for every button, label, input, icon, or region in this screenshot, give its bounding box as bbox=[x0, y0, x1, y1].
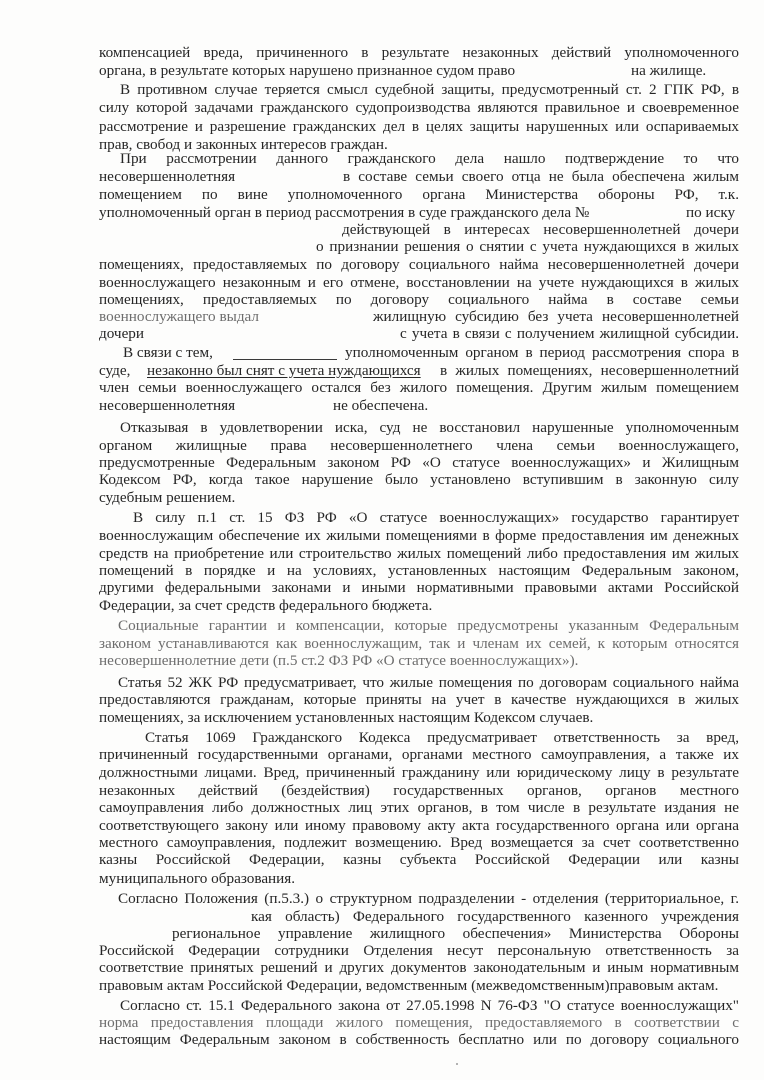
text-line: Российской Федерации сотрудники Отделения несут персональную ответственность за bbox=[99, 942, 739, 960]
text-line: член семьи военнослужащего остался без жилого помещения. Другим жилым помещением bbox=[99, 378, 739, 396]
text-line: на жилище. bbox=[631, 62, 707, 80]
text-line: Кодексом РФ, когда такое нарушение было установлено вступившим в законную силу bbox=[99, 471, 739, 489]
scan-speck bbox=[456, 1063, 458, 1065]
text-line: помещений в порядке и на условиях, установленных настоящим Федеральным законом, bbox=[99, 562, 739, 579]
text-line: соответствие принятых решений и других документов законодательным и иным нормативным bbox=[99, 959, 739, 977]
text-line: с учета в связи с получением жилищной субсидии. bbox=[400, 325, 739, 343]
text-line: региональное управление жилищного обеспечения» Министерства Обороны bbox=[172, 924, 739, 942]
text-line: военнослужащего незаконным и его отмене, восстановлении на учете нуждающихся в жилых bbox=[99, 273, 739, 291]
text-line: военнослужащим обеспечение их жилыми помещениями в форме предоставления им денежных bbox=[99, 526, 739, 544]
text-line: прав, свобод и законных интересов граждан. bbox=[99, 135, 388, 153]
text-line: Согласно Положения (п.5.3.) о структурном подразделении - отделения (территориальное, г. bbox=[118, 890, 739, 908]
text-line: Статья 52 ЖК РФ предусматривает, что жилые помещения по договорам социального найма bbox=[118, 673, 739, 691]
text-line: несовершеннолетние дети (п.5 ст.2 ФЗ РФ «О статусе военнослужащих»). bbox=[99, 651, 579, 669]
text-line: действующей в интересах несовершеннолетней дочери bbox=[342, 220, 739, 238]
text-line: помещениях, за исключением установленных настоящим Кодексом случаев. bbox=[99, 709, 594, 726]
text-line: кая область) Федерального государственного казенного учреждения bbox=[251, 907, 739, 925]
text-line: должностными лицами. Вред, причиненный гражданину или юридическому лицу в результате bbox=[99, 764, 739, 782]
text-line: самоуправления либо должностных лиц этих органов, в том числе в результате издания не bbox=[99, 798, 739, 816]
text-line: В связи с тем, bbox=[123, 344, 213, 362]
text-line: рассмотрение и разрешение гражданских дел в целях защиты нарушенных или оспариваемых bbox=[99, 117, 739, 135]
text-line: Согласно ст. 15.1 Федерального закона от 27.05.1998 N 76-ФЗ "О статусе военнослужащих" bbox=[120, 996, 739, 1014]
text-line: о признании решения о снятии с учета нуждающихся в жилых bbox=[316, 238, 739, 256]
text-line: органом жилищные права несовершеннолетнего члена семьи военнослужащего, bbox=[99, 436, 739, 454]
text-line: органа, в результате которых нарушено признанное судом право bbox=[99, 62, 516, 80]
text-line: силу которой задачами гражданского судопроизводства являются правильное и своевременное bbox=[99, 99, 739, 117]
text-line: не обеспечена. bbox=[333, 396, 429, 414]
handwritten-blank bbox=[233, 345, 337, 360]
text-line: Отказывая в удовлетворении иска, суд не восстановил нарушенные уполномоченным bbox=[120, 418, 739, 436]
text-line: военнослужащего выдал bbox=[99, 308, 259, 325]
text-line: суде, bbox=[99, 361, 131, 379]
text-line: другими федеральными законами и иными нормативными правовыми актами Российской bbox=[99, 579, 739, 597]
text-line: настоящим Федеральным законом в собственность бесплатно или по договору социального bbox=[99, 1031, 739, 1048]
text-line: В силу п.1 ст. 15 ФЗ РФ «О статусе военнослужащих» государство гарантирует bbox=[133, 509, 739, 527]
text-line: помещением по вине уполномоченного органа Министерства обороны РФ, т.к. bbox=[99, 185, 739, 203]
text-line: предоставляются гражданам, которые приняты на учет в качестве нуждающихся в жилых bbox=[99, 690, 739, 708]
text-line: помещениях, предоставляемых по договору социального найма в составе семьи bbox=[99, 290, 739, 308]
text-line: правовым актам Российской Федерации, ведомственным (межведомственным)правовым актам. bbox=[99, 976, 719, 994]
text-line: Статья 1069 Гражданского Кодекса предусматривает ответственность за вред, bbox=[145, 728, 739, 746]
text-line: Социальные гарантии и компенсации, которые предусмотрены указанным Федеральным bbox=[118, 617, 739, 635]
text-line: судебным решением. bbox=[99, 488, 236, 506]
text-line: средств на приобретение или строительство жилых помещений либо предоставления им жилых bbox=[99, 544, 739, 562]
text-line: местного самоуправления, подлежит возмещению. Вред возмещается за счет соответственно bbox=[99, 834, 739, 852]
text-line: норма предоставления площади жилого помещения, предоставляемого в соответствии с bbox=[99, 1013, 739, 1031]
text-line: по иску bbox=[686, 203, 736, 221]
text-line: компенсацией вреда, причиненного в результате незаконных действий уполномоченного bbox=[99, 44, 739, 61]
text-line: В противном случае теряется смысл судебной защиты, предусмотренный ст. 2 ГПК РФ, в bbox=[120, 81, 739, 99]
text-line: причиненный государственными органами, органами местного самоуправления, а также их bbox=[99, 746, 739, 764]
text-line: жилищную субсидию без учета несовершеннолетней bbox=[373, 308, 739, 325]
text-line: уполномоченным органом в период рассмотрения спора в bbox=[345, 344, 739, 362]
text-line: в жилых помещениях, несовершеннолетний bbox=[440, 361, 739, 379]
text-line: дочери bbox=[99, 325, 145, 343]
text-line: казны Российской Федерации, казны субъекта Российской Федерации или казны bbox=[99, 851, 739, 869]
text-line: соответствующего закону или иному правовому акту акта государственного органа или органа bbox=[99, 816, 739, 834]
text-line: уполномоченный орган в период рассмотрения в суде гражданского дела № bbox=[99, 203, 590, 221]
text-line: предусмотренные Федеральным законом РФ «О статусе военнослужащих» и Жилищным bbox=[99, 454, 739, 471]
text-line: в составе семьи своего отца не была обеспечена жилым bbox=[343, 168, 739, 186]
text-line: несовершеннолетняя bbox=[99, 168, 236, 186]
text-line: Федерации, за счет средств федерального бюджета. bbox=[99, 597, 433, 615]
underlined-phrase: незаконно был снят с учета нуждающихся bbox=[147, 361, 421, 379]
text-line: несовершеннолетняя bbox=[99, 396, 236, 414]
text-line: муниципального образования. bbox=[99, 869, 296, 887]
text-line: помещениях, предоставляемых по договору социального найма несовершеннолетней дочери bbox=[99, 256, 739, 274]
text-line: законом устанавливаются как военнослужащим, так и членам их семей, к которым относятся bbox=[99, 634, 739, 652]
text-line: При рассмотрении данного гражданского дела нашло подтверждение то что bbox=[120, 150, 739, 168]
text-line: незаконных действий (бездействия) государственных органов, органов местного bbox=[99, 781, 739, 799]
